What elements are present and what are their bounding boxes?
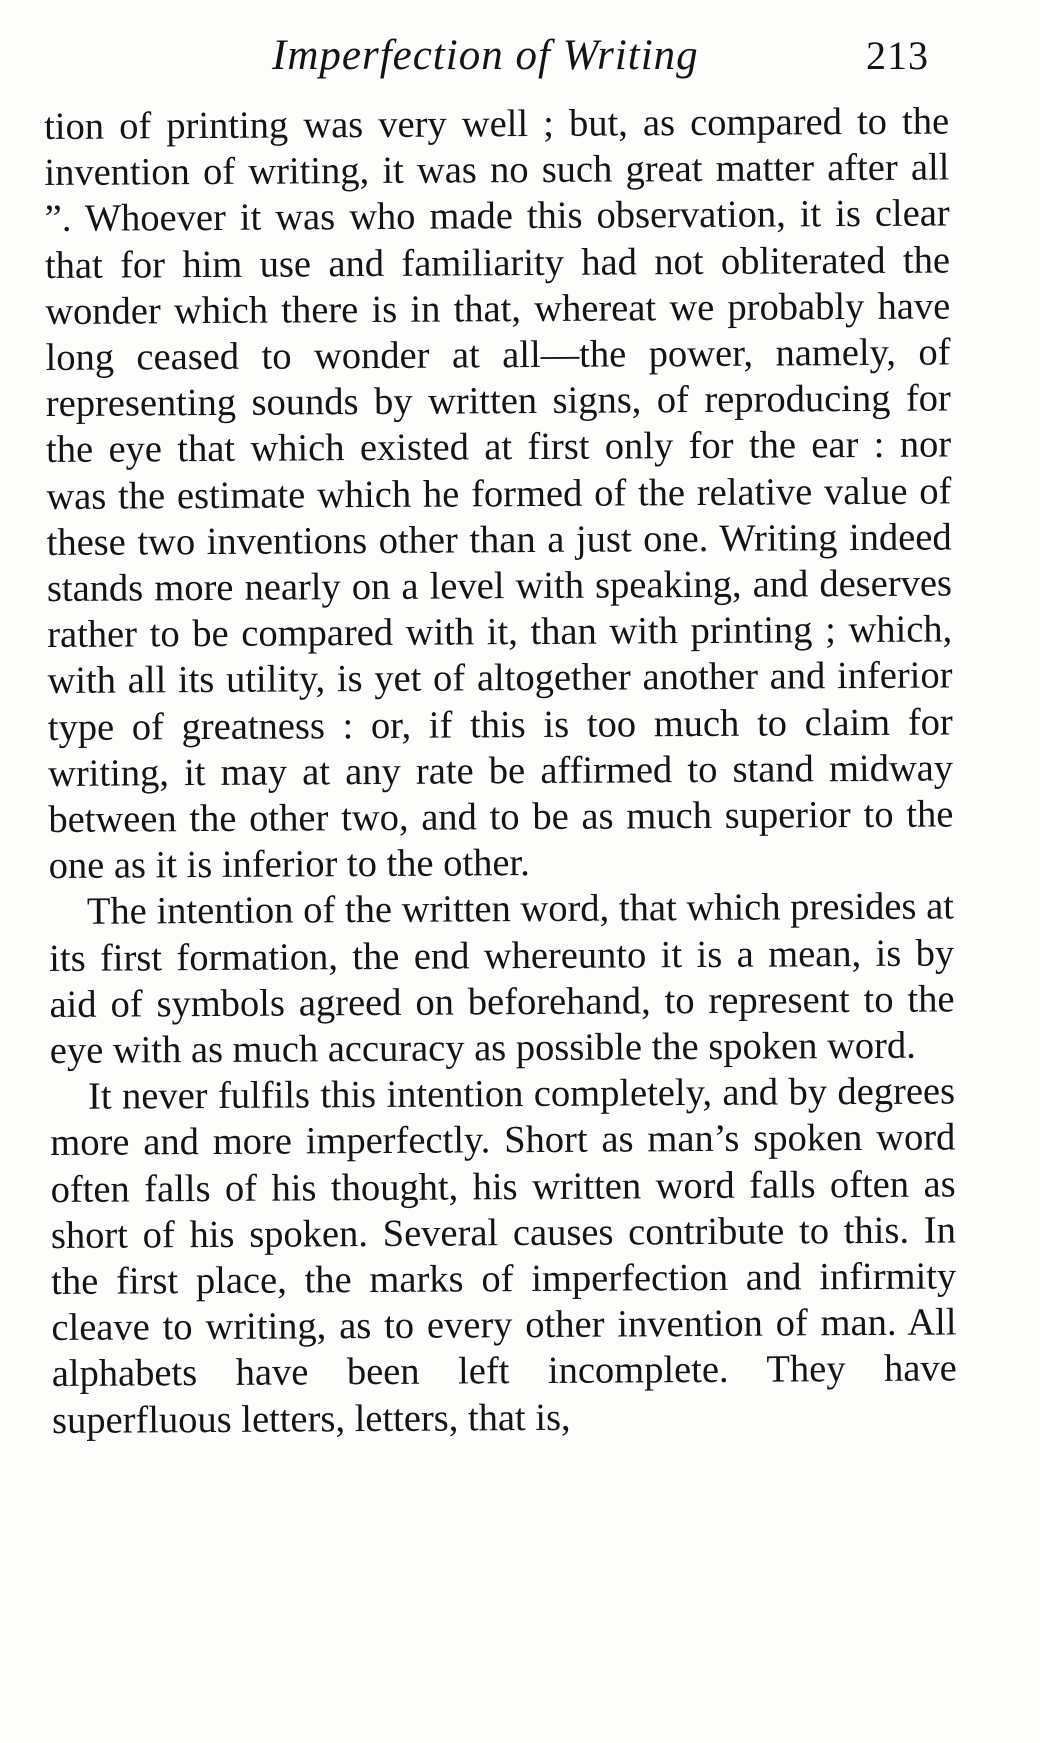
paragraph-continued: tion of printing was very well ; but, as compared to the invention of writing, it was no such great matter after all ”. Whoever it was who made this observation, it is clear that for him use and familiarity had not obliterated the wonder which there is in that, whereat we probably have long ceased to wonder at all—the power, namely, of representing sounds by written signs, of reproducing for the eye that which existed at first only for the ear : nor was the estimate which he formed of the relative value of these two inventions other than a just one. Writing indeed stands more nearly on a level with speaking, and deserves rather to be compared with it, than with printing ; which, with all its utility, is yet of altogether another and inferior type of greatness : or, if this is too much to claim for writing, it may at any rate be affirmed to stand midway between the other two, and to be as much superior to the one as it is inferior to the other. xyxy=(44,100,954,888)
paragraph: The intention of the written word, that which presides at its first formation, the end whereunto it is a mean, is by aid of symbols agreed on beforehand, to represent to the eye with as much accuracy as possible the spoken word. xyxy=(49,885,955,1073)
page-number: 213 xyxy=(866,33,929,78)
body-text xyxy=(44,98,957,1443)
running-header xyxy=(0,26,1040,86)
paragraph: It never fulfils this intention completely, and by degrees more and more imperfectly. Short as man’s spoken word often falls of his thought, his written word falls often as short of his spoken. Several causes contribute to this. In the first place, the marks of imperfection and infirmity cleave to writing, as to every other invention of man. All alphabets have been left incomplete. They have superfluous letters, letters, that is, xyxy=(50,1070,957,1442)
running-title: Imperfection of Writing xyxy=(272,32,699,79)
